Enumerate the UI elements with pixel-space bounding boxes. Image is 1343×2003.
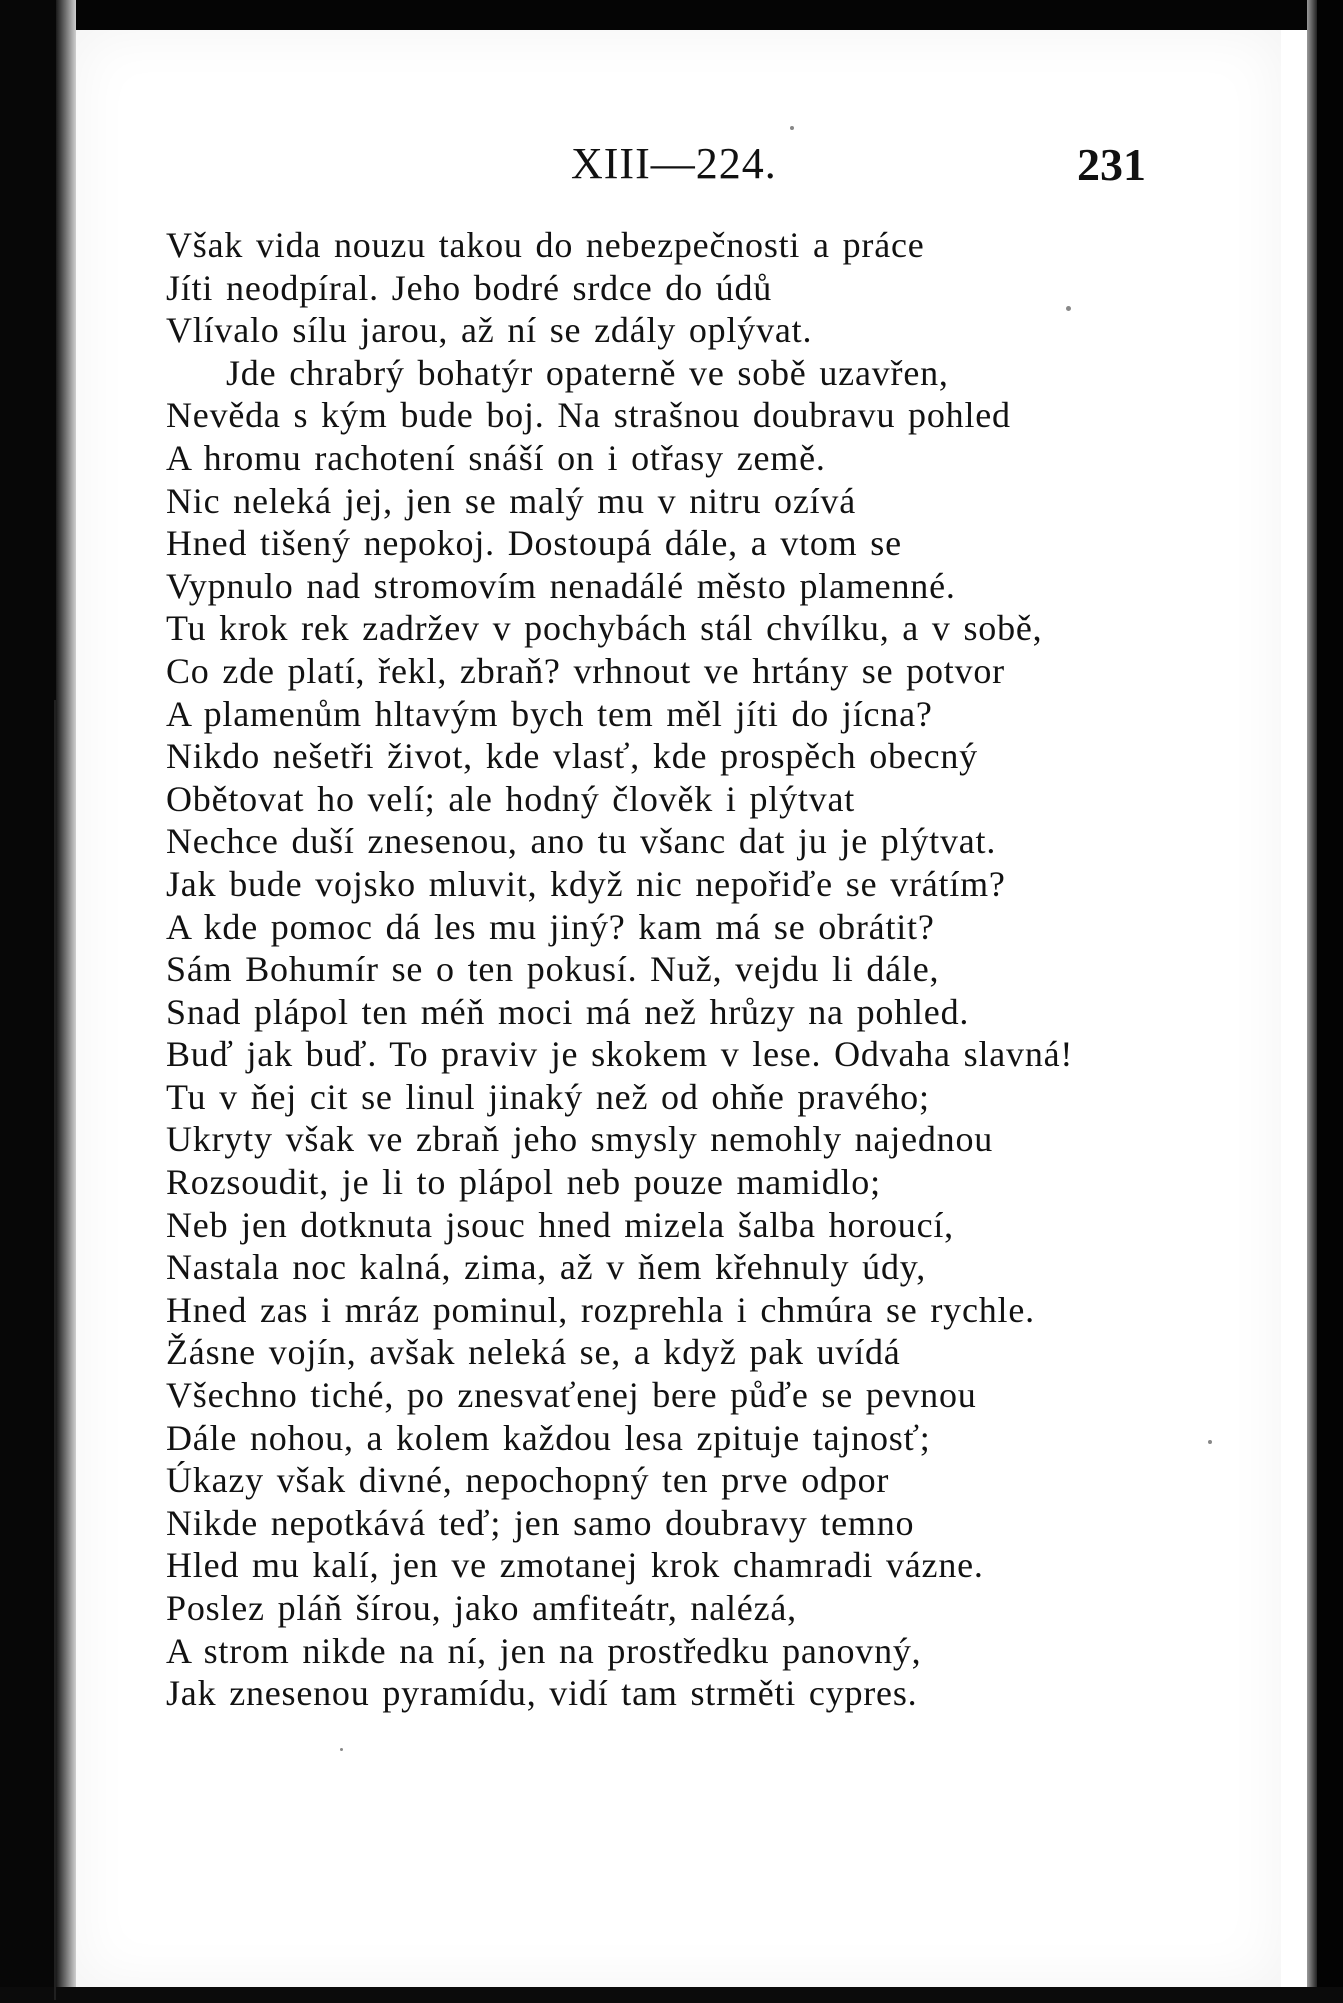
poem-line: Nevěda s kým bude boj. Na strašnou doubravu pohled bbox=[166, 395, 1011, 436]
poem-line: Nikdo nešetři život, kde vlasť, kde prospěch obecný bbox=[166, 736, 978, 777]
page-number: 231 bbox=[1077, 139, 1146, 190]
poem-line: Hned zas i mráz pominul, rozprehla i chmúra se rychle. bbox=[166, 1289, 1035, 1330]
poem-line: A plamenům hltavým bych tem měl jíti do jícna? bbox=[166, 693, 933, 734]
poem-line: Však vida nouzu takou do nebezpečnosti a práce bbox=[166, 225, 925, 265]
poem-line: Poslez pláň šírou, jako amfiteátr, nalézá, bbox=[166, 1588, 797, 1628]
poem-line: Obětovat ho velí; ale hodný člověk i plýtvat bbox=[166, 778, 856, 819]
page-edge-shadow-left bbox=[56, 0, 76, 2003]
poem-line: Jak znesenou pyramídu, vidí tam strměti cypres. bbox=[166, 1673, 918, 1714]
poem-line: Buď jak buď. To praviv je skokem v lese. Odvaha slavná! bbox=[166, 1034, 1074, 1075]
poem-line: Hned tišený nepokoj. Dostoupá dále, a vtom se bbox=[166, 523, 902, 564]
poem-line: Neb jen dotknuta jsouc hned mizela šalba horoucí, bbox=[166, 1204, 954, 1245]
poem-line: Jak bude vojsko mluvit, když nic nepořiďe se vrátím? bbox=[166, 863, 1006, 904]
poem-line: Jíti neodpíral. Jeho bodré srdce do údů bbox=[166, 267, 773, 308]
poem-line: Co zde platí, řekl, zbraň? vrhnout ve hrtány se potvor bbox=[166, 650, 1005, 691]
poem-line: Nechce duší znesenou, ano tu všanc dat ju je plýtvat. bbox=[166, 821, 997, 862]
paper-speck bbox=[1208, 1440, 1212, 1444]
poem-line: Rozsoudit, je li to plápol neb pouze mamidlo; bbox=[166, 1162, 881, 1203]
poem-line: Úkazy však divné, nepochopný ten prve odpor bbox=[166, 1460, 890, 1501]
scan-border-right bbox=[1317, 0, 1343, 2003]
poem-line: Vypnulo nad stromovím nenadálé město plamenné. bbox=[166, 565, 956, 606]
poem-line: Nic neleká jej, jen se malý mu v nitru ozívá bbox=[166, 480, 857, 521]
scan-border-bottom bbox=[0, 1987, 1343, 2003]
poem-line: Jde chrabrý bohatýr opaterně ve sobě uzavřen, bbox=[226, 352, 949, 393]
poem-line: Žásne vojín, avšak neleká se, a když pak uvídá bbox=[166, 1332, 901, 1373]
running-head: XIII—224. bbox=[571, 139, 777, 188]
scan-border-top bbox=[0, 0, 1343, 30]
poem-line: A hromu rachotení snáší on i otřasy země. bbox=[166, 437, 826, 478]
poem-line: Dále nohou, a kolem každou lesa zpituje tajnosť; bbox=[166, 1417, 931, 1458]
poem-text bbox=[166, 224, 1073, 1715]
page-header bbox=[76, 138, 1146, 194]
book-gutter-line bbox=[54, 700, 56, 2000]
paper-speck bbox=[1066, 306, 1071, 311]
poem-line: Sám Bohumír se o ten pokusí. Nuž, vejdu li dále, bbox=[166, 949, 940, 990]
poem-line: A kde pomoc dá les mu jiný? kam má se obrátit? bbox=[166, 906, 935, 947]
poem-line: Tu v ňej cit se linul jinaký než od ohňe pravého; bbox=[166, 1076, 930, 1117]
poem-line: Všechno tiché, po znesvaťenej bere půďe se pevnou bbox=[166, 1375, 977, 1416]
poem-line: Hled mu kalí, jen ve zmotanej krok chamradi vázne. bbox=[166, 1545, 984, 1586]
poem-line: Nikde nepotkává teď; jen samo doubravy temno bbox=[166, 1502, 915, 1543]
page-edge-shadow-right bbox=[1307, 0, 1317, 2003]
poem-line: A strom nikde na ní, jen na prostředku panovný, bbox=[166, 1630, 922, 1671]
paper-speck bbox=[340, 1748, 343, 1751]
scan-border-left bbox=[0, 0, 56, 2003]
poem-line: Ukryty však ve zbraň jeho smysly nemohly najednou bbox=[166, 1119, 994, 1160]
poem-line: Tu krok rek zadržev v pochybách stál chvílku, a v sobě, bbox=[166, 608, 1043, 649]
poem-line: Nastala noc kalná, zima, až v ňem křehnuly údy, bbox=[166, 1247, 927, 1288]
poem-line: Snad plápol ten méň moci má než hrůzy na pohled. bbox=[166, 991, 970, 1032]
poem-line: Vlívalo sílu jarou, až ní se zdály oplývat. bbox=[166, 310, 813, 351]
paper-speck bbox=[790, 126, 794, 130]
